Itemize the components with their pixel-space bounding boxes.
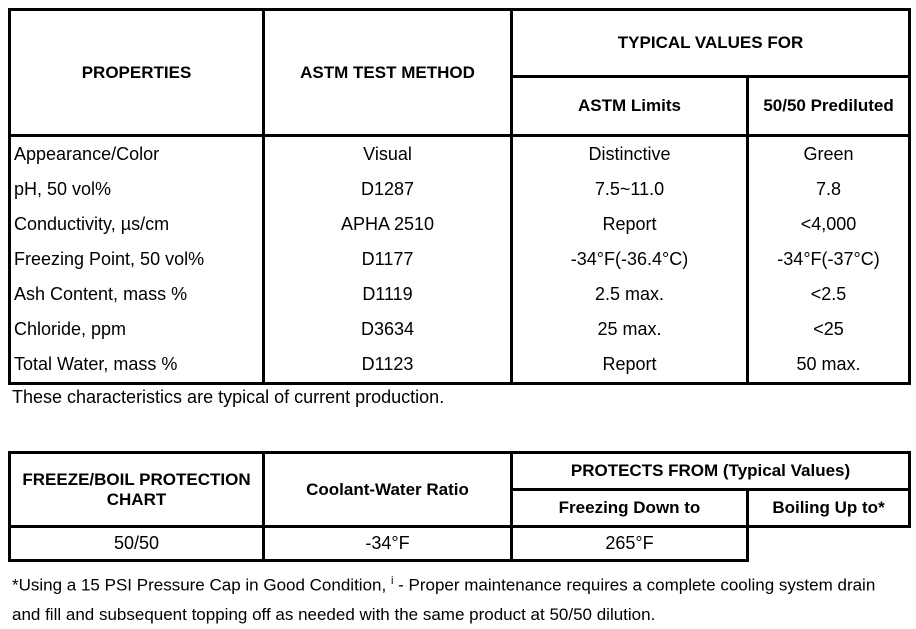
- astm-limit: 2.5 max.: [512, 277, 748, 312]
- prediluted-value: 7.8: [748, 172, 910, 207]
- prediluted-value: <4,000: [748, 207, 910, 242]
- table-row: [10, 527, 910, 561]
- property-name: Chloride, ppm: [10, 312, 264, 347]
- table-row: [10, 207, 910, 242]
- astm-limit: Distinctive: [512, 136, 748, 173]
- table-row: [10, 312, 910, 347]
- astm-limit: 7.5~11.0: [512, 172, 748, 207]
- freeze-boil-table: [8, 451, 911, 562]
- test-method: D1177: [264, 242, 512, 277]
- table-row: [10, 136, 910, 173]
- property-name: Freezing Point, 50 vol%: [10, 242, 264, 277]
- table-row: [10, 347, 910, 384]
- prediluted-value: -34°F(-37°C): [748, 242, 910, 277]
- header-freezing-down-to: Freezing Down to: [512, 490, 748, 527]
- coolant-ratio-value: 50/50: [10, 527, 264, 561]
- prediluted-value: <2.5: [748, 277, 910, 312]
- footnote-prefix: *Using a 15 PSI Pressure Cap in Good Condition,: [12, 575, 391, 595]
- freezing-value: -34°F: [264, 527, 512, 561]
- table-row: [10, 242, 910, 277]
- table-row: [10, 172, 910, 207]
- table-row: [10, 277, 910, 312]
- test-method: D1287: [264, 172, 512, 207]
- footnote-text: - Proper maintenance requires a complete cooling system drain and fill and subsequent topping off as needed with the same product at 50/50 dilution.: [12, 575, 876, 624]
- boiling-value: 265°F: [512, 527, 748, 561]
- property-name: Total Water, mass %: [10, 347, 264, 384]
- header-freeze-boil-chart: FREEZE/BOIL PROTECTION CHART: [10, 453, 264, 527]
- astm-limit: Report: [512, 207, 748, 242]
- test-method: D1123: [264, 347, 512, 384]
- prediluted-value: <25: [748, 312, 910, 347]
- property-name: Conductivity, µs/cm: [10, 207, 264, 242]
- header-properties: PROPERTIES: [10, 10, 264, 136]
- prediluted-value: Green: [748, 136, 910, 173]
- prediluted-value: 50 max.: [748, 347, 910, 384]
- header-astm-test-method: ASTM TEST METHOD: [264, 10, 512, 136]
- properties-table: [8, 8, 911, 385]
- header-typical-values: TYPICAL VALUES FOR: [512, 10, 910, 77]
- header-prediluted: 50/50 Prediluted: [748, 77, 910, 136]
- footnote: [12, 567, 908, 629]
- test-method: D1119: [264, 277, 512, 312]
- astm-limit: -34°F(-36.4°C): [512, 242, 748, 277]
- test-method: APHA 2510: [264, 207, 512, 242]
- astm-limit: Report: [512, 347, 748, 384]
- test-method: Visual: [264, 136, 512, 173]
- production-note: These characteristics are typical of current production.: [12, 387, 445, 407]
- header-boiling-up-to: Boiling Up to*: [748, 490, 910, 527]
- astm-limit: 25 max.: [512, 312, 748, 347]
- property-name: Ash Content, mass %: [10, 277, 264, 312]
- property-name: Appearance/Color: [10, 136, 264, 173]
- header-astm-limits: ASTM Limits: [512, 77, 748, 136]
- test-method: D3634: [264, 312, 512, 347]
- header-coolant-water-ratio: Coolant-Water Ratio: [264, 453, 512, 527]
- footnote-marker: i: [390, 575, 394, 587]
- property-name: pH, 50 vol%: [10, 172, 264, 207]
- header-protects-from: PROTECTS FROM (Typical Values): [512, 453, 910, 490]
